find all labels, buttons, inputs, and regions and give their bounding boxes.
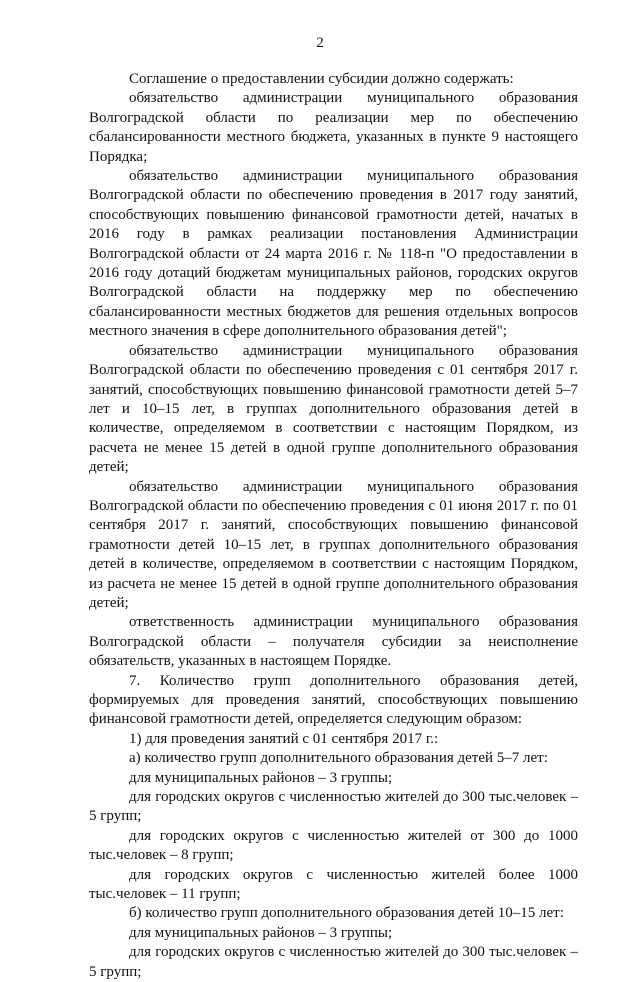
- paragraph-subitem-1: 1) для проведения занятий с 01 сентября 2017 г.:: [129, 730, 439, 747]
- paragraph-municipal-districts-b: для муниципальных районов – 3 группы;: [129, 924, 393, 941]
- paragraph-item-7: 7. Количество групп дополнительного образования детей, формируемых для проведения занятий, способствующих повышению финансовой грамотности детей, определяется следующим образом:: [89, 672, 578, 728]
- paragraph-obligation-june: обязательство администрации муниципального образования Волгоградской области по обеспечению проведения с 01 июня 2017 г. по 01 сентября 2017 г. занятий, способствующих повышению финансовой грамотности детей 10–15 лет, в группах дополнительного образования детей в количестве, определяемом в соответствии с настоящим Порядком, из расчета не менее 15 детей в одной группе дополнительного образования детей;: [89, 478, 578, 611]
- paragraph-obligation-2017-classes: обязательство администрации муниципального образования Волгоградской области по обеспечению проведения в 2017 году занятий, способствующих повышению финансовой грамотности детей, начатых в 2016 году в рамках реализации постановления Администрации Волгоградской области от 24 марта 2016 г. № 118-п "О предоставлении в 2016 году дотаций бюджетам муниципальных районов, городских округов Волгоградской области на поддержку мер по обеспечению сбалансированности местных бюджетов для решения отдельных вопросов местного значения в сфере дополнительного образования детей";: [89, 168, 578, 340]
- document-body: [89, 70, 578, 982]
- paragraph-city-up-to-300-a: для городских округов с численностью жителей до 300 тыс.человек – 5 групп;: [89, 789, 578, 825]
- paragraph-city-over-1000-a: для городских округов с численностью жителей более 1000 тыс.человек – 11 групп;: [89, 866, 578, 903]
- paragraph-city-300-1000-a: для городских округов с численностью жителей от 300 до 1000 тыс.человек – 8 групп;: [89, 827, 578, 864]
- paragraph-responsibility: ответственность администрации муниципального образования Волгоградской области – получателя субсидии за неисполнение обязательств, указанных в настоящем Порядке.: [89, 614, 578, 670]
- page-number: 2: [316, 35, 324, 51]
- paragraph-city-up-to-300-b: для городских округов с численностью жителей до 300 тыс.человек – 5 групп;: [89, 944, 578, 980]
- paragraph-subitem-b: б) количество групп дополнительного образования детей 10–15 лет:: [129, 905, 564, 922]
- paragraph-obligation-september: обязательство администрации муниципального образования Волгоградской области по обеспечению проведения с 01 сентября 2017 г. занятий, способствующих повышению финансовой грамотности детей 5–7 лет и 10–15 лет, в группах дополнительного образования детей в количестве, определяемом в соответствии с настоящим Порядком, из расчета не менее 15 детей в одной группе дополнительного образования детей;: [89, 342, 578, 476]
- paragraph-municipal-districts-a: для муниципальных районов – 3 группы;: [129, 769, 393, 786]
- paragraph-subitem-a: а) количество групп дополнительного образования детей 5–7 лет:: [129, 750, 548, 767]
- paragraph-intro: Соглашение о предоставлении субсидии должно содержать:: [129, 71, 514, 87]
- paragraph-obligation-balance: обязательство администрации муниципального образования Волгоградской области по реализации мер по обеспечению сбалансированности местного бюджета, указанных в пункте 9 настоящего Порядка;: [89, 90, 578, 165]
